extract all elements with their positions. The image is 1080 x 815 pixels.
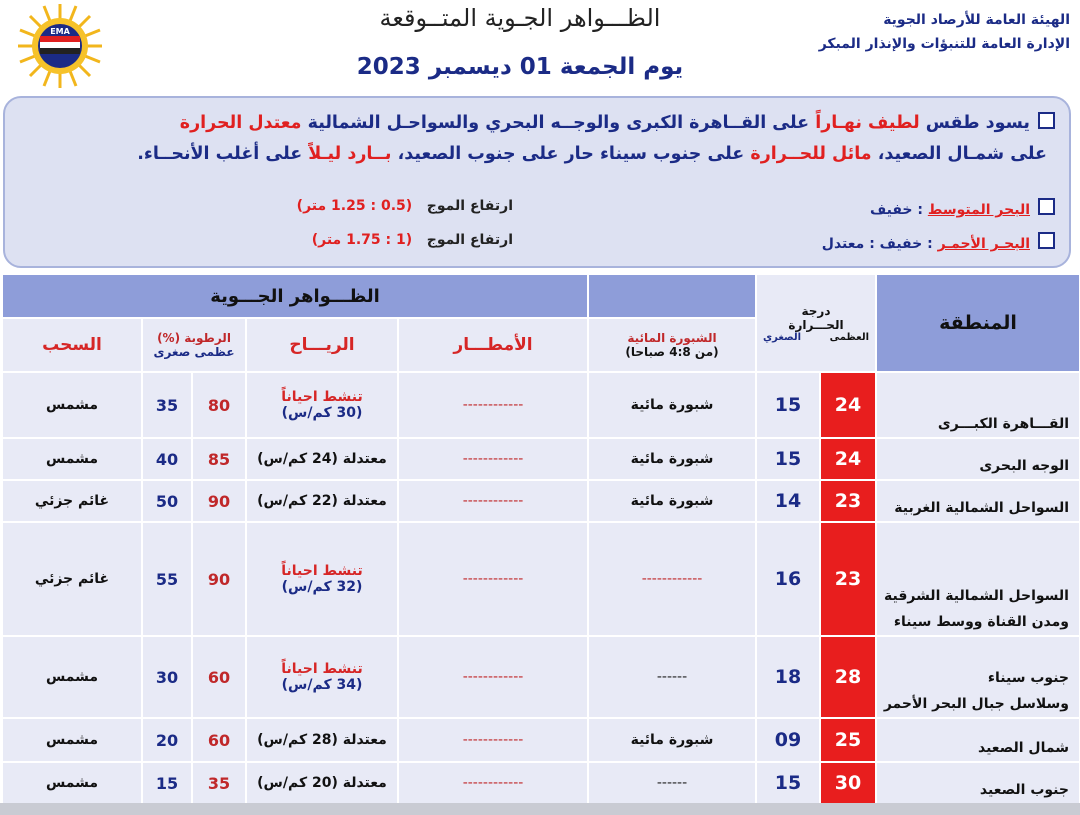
humidity-max-cell: 60 bbox=[192, 718, 246, 762]
max-temp-cell: 23 bbox=[820, 480, 876, 522]
humidity-max-cell: 35 bbox=[192, 762, 246, 804]
fog-cell: ------ bbox=[588, 762, 756, 804]
header-phenomena: الظـــواهر الجـــوية bbox=[2, 274, 588, 318]
forecast-summary bbox=[3, 96, 1071, 268]
header-temp-max: العظمى bbox=[829, 331, 869, 343]
min-temp-cell: 15 bbox=[756, 372, 820, 438]
max-temp-cell: 30 bbox=[820, 762, 876, 804]
region-name: جنوب الصعيد bbox=[979, 782, 1069, 798]
mediterranean-sea-state: البحر المتوسط : خفيف bbox=[870, 198, 1055, 218]
red-sea-wave-height: ارتفاع الموج (1 : 1.75 متر) bbox=[311, 232, 513, 248]
page-title: الظـــواهر الجـوية المتــوقعة bbox=[379, 4, 661, 32]
region-name-line-2: ومدن القناة ووسط سيناء bbox=[893, 614, 1069, 630]
header-fog: الشبورة المائية (من 4:8 صباحا) bbox=[588, 318, 756, 372]
organization bbox=[770, 8, 1070, 56]
summary-line-2: على شمـال الصعيد، مائل للحــرارة على جنوب سيناء حار على جنوب الصعيد، بــارد ليـلاً على أغلب الأنحــاء. bbox=[137, 144, 1047, 164]
wind-cell bbox=[246, 762, 398, 804]
red-sea-state: البحـر الأحمـر : خفيف : معتدل bbox=[822, 232, 1055, 252]
wind-speed: (30 كم/س) bbox=[281, 405, 363, 421]
clouds-cell: مشمس bbox=[2, 762, 142, 804]
mediterranean-wave-height: ارتفاع الموج (0.5 : 1.25 متر) bbox=[296, 198, 513, 214]
header-temperature: درجة الحـــرارة العظمى الصغري bbox=[756, 274, 876, 372]
org-department: الإدارة العامة للتنبؤات والإنذار المبكر bbox=[818, 36, 1070, 52]
fog-cell: شبورة مائية bbox=[588, 438, 756, 480]
header-humidity: الرطوبة (%) عظمى صغرى bbox=[142, 318, 246, 372]
rain-cell: ------------ bbox=[398, 762, 588, 804]
rain-cell: ------------ bbox=[398, 372, 588, 438]
region-cell bbox=[876, 438, 1080, 480]
region-cell bbox=[876, 718, 1080, 762]
forecast-table bbox=[0, 272, 1080, 815]
region-name-line-2: وسلاسل جبال البحر الأحمر bbox=[883, 696, 1069, 712]
checkbox-icon bbox=[1038, 112, 1055, 129]
region-cell bbox=[876, 762, 1080, 804]
wind-note: تنشط احياناً bbox=[281, 563, 363, 579]
wind-speed: (34 كم/س) bbox=[281, 677, 363, 693]
rain-cell: ------------ bbox=[398, 438, 588, 480]
humidity-max-cell: 85 bbox=[192, 438, 246, 480]
wind-cell bbox=[246, 522, 398, 636]
wind-speed: (32 كم/س) bbox=[281, 579, 363, 595]
region-cell bbox=[876, 480, 1080, 522]
rain-cell: ------------ bbox=[398, 480, 588, 522]
fog-cell: شبورة مائية bbox=[588, 480, 756, 522]
max-temp-cell: 24 bbox=[820, 372, 876, 438]
region-cell bbox=[876, 522, 1080, 636]
clouds-cell: غائم جزئي bbox=[2, 522, 142, 636]
humidity-min-cell: 40 bbox=[142, 438, 192, 480]
region-name: الوجه البحرى bbox=[979, 458, 1069, 474]
humidity-min-cell: 55 bbox=[142, 522, 192, 636]
region-name: السواحل الشمالية الغربية bbox=[894, 500, 1069, 516]
region-cell bbox=[876, 372, 1080, 438]
max-temp-cell: 28 bbox=[820, 636, 876, 718]
min-temp-cell: 09 bbox=[756, 718, 820, 762]
fog-cell: ------ bbox=[588, 636, 756, 718]
header-region: المنطقة bbox=[876, 274, 1080, 372]
fog-cell: شبورة مائية bbox=[588, 372, 756, 438]
wind-note: تنشط احياناً bbox=[281, 661, 363, 677]
max-temp-cell: 24 bbox=[820, 438, 876, 480]
humidity-max-cell: 90 bbox=[192, 480, 246, 522]
rain-cell: ------------ bbox=[398, 636, 588, 718]
forecast-date: يوم الجمعة 01 ديسمبر 2023 bbox=[356, 54, 684, 80]
bottom-bar bbox=[0, 803, 1080, 815]
checkbox-icon bbox=[1038, 198, 1055, 215]
rain-cell: ------------ bbox=[398, 718, 588, 762]
region-cell bbox=[876, 636, 1080, 718]
humidity-min-cell: 15 bbox=[142, 762, 192, 804]
header-temp-min: الصغري bbox=[763, 331, 802, 343]
wind-cell bbox=[246, 372, 398, 438]
org-name: الهيئة العامة للأرصاد الجوية bbox=[883, 12, 1070, 28]
header-wind: الريـــاح bbox=[246, 318, 398, 372]
clouds-cell: مشمس bbox=[2, 718, 142, 762]
humidity-min-cell: 35 bbox=[142, 372, 192, 438]
summary-line-1: يسود طقس لطيف نهـاراً على القــاهرة الكبرى والوجــه البحري والسواحـل الشمالية معتدل الحرارة bbox=[180, 112, 1055, 133]
wind-speed: معتدلة (24 كم/س) bbox=[257, 451, 387, 467]
humidity-min-cell: 30 bbox=[142, 636, 192, 718]
header-rain: الأمطـــار bbox=[398, 318, 588, 372]
ema-logo bbox=[4, 0, 116, 92]
checkbox-icon bbox=[1038, 232, 1055, 249]
humidity-max-cell: 90 bbox=[192, 522, 246, 636]
wind-cell bbox=[246, 718, 398, 762]
humidity-max-cell: 60 bbox=[192, 636, 246, 718]
region-name: جنوب سيناء bbox=[987, 670, 1069, 686]
min-temp-cell: 14 bbox=[756, 480, 820, 522]
wind-speed: معتدلة (28 كم/س) bbox=[257, 732, 387, 748]
wind-note: تنشط احياناً bbox=[281, 389, 363, 405]
logo-text: EMA bbox=[50, 27, 70, 36]
header-clouds: السحب bbox=[2, 318, 142, 372]
clouds-cell: مشمس bbox=[2, 438, 142, 480]
fog-cell: ------------ bbox=[588, 522, 756, 636]
min-temp-cell: 15 bbox=[756, 762, 820, 804]
min-temp-cell: 18 bbox=[756, 636, 820, 718]
wind-cell bbox=[246, 438, 398, 480]
humidity-min-cell: 50 bbox=[142, 480, 192, 522]
clouds-cell: غائم جزئي bbox=[2, 480, 142, 522]
humidity-max-cell: 80 bbox=[192, 372, 246, 438]
fog-cell: شبورة مائية bbox=[588, 718, 756, 762]
region-name: القـــاهرة الكبـــرى bbox=[937, 416, 1069, 432]
rain-cell: ------------ bbox=[398, 522, 588, 636]
max-temp-cell: 23 bbox=[820, 522, 876, 636]
clouds-cell: مشمس bbox=[2, 372, 142, 438]
wind-speed: معتدلة (20 كم/س) bbox=[257, 775, 387, 791]
max-temp-cell: 25 bbox=[820, 718, 876, 762]
humidity-min-cell: 20 bbox=[142, 718, 192, 762]
min-temp-cell: 16 bbox=[756, 522, 820, 636]
wind-cell bbox=[246, 636, 398, 718]
region-name: شمال الصعيد bbox=[978, 740, 1069, 756]
wind-cell bbox=[246, 480, 398, 522]
header-blank bbox=[588, 274, 756, 318]
min-temp-cell: 15 bbox=[756, 438, 820, 480]
region-name: السواحل الشمالية الشرقية bbox=[883, 588, 1069, 604]
wind-speed: معتدلة (22 كم/س) bbox=[257, 493, 387, 509]
clouds-cell: مشمس bbox=[2, 636, 142, 718]
